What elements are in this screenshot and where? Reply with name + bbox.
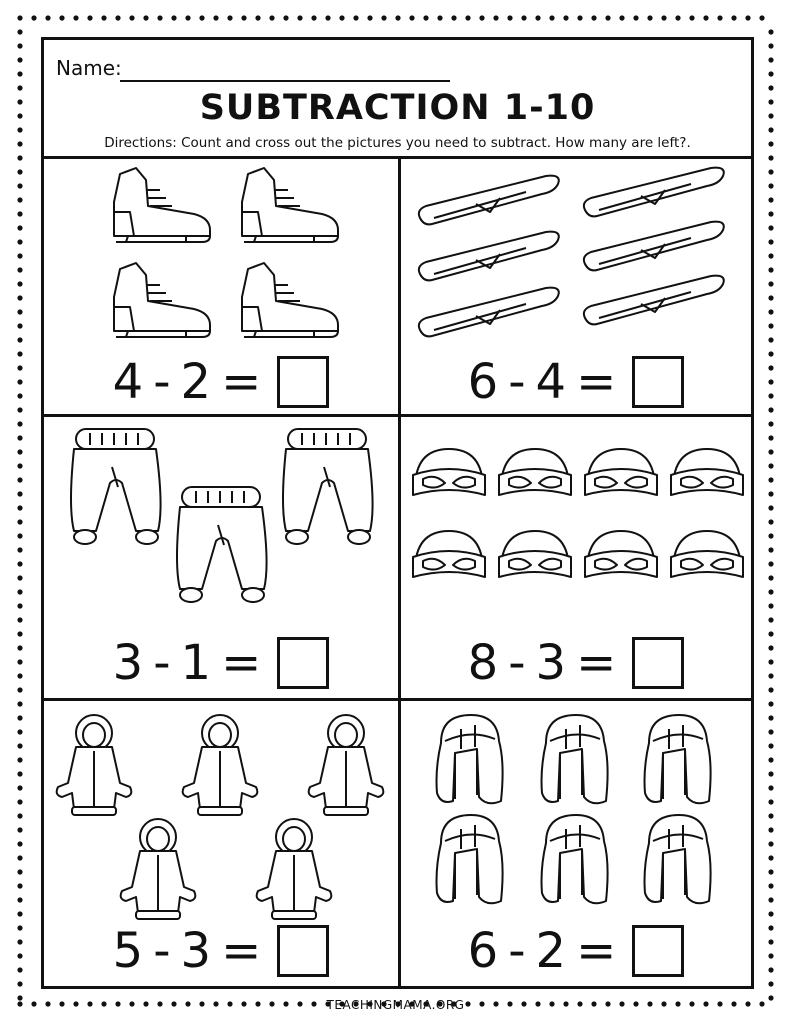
border-dot: [17, 127, 22, 132]
ski-icon: [584, 222, 724, 271]
snow-jacket-icons: [44, 701, 398, 921]
answer-box[interactable]: [277, 925, 329, 977]
border-dot: [17, 547, 22, 552]
equals-sign: =: [221, 354, 262, 410]
border-dot: [768, 225, 773, 230]
minuend: 3: [112, 635, 144, 691]
trapper-hat-icon: [542, 715, 608, 803]
ski-helmet-goggles-icon: [585, 449, 657, 495]
border-dot: [451, 15, 456, 20]
border-dot: [768, 659, 773, 664]
border-dot: [768, 477, 773, 482]
border-dot: [768, 491, 773, 496]
border-dot: [17, 365, 22, 370]
border-dot: [768, 687, 773, 692]
border-dot: [768, 953, 773, 958]
border-dot: [768, 323, 773, 328]
border-dot: [17, 141, 22, 146]
border-dot: [17, 253, 22, 258]
border-dot: [17, 589, 22, 594]
border-dot: [17, 113, 22, 118]
border-dot: [17, 505, 22, 510]
border-dot: [227, 15, 232, 20]
snow-pants-icons: [44, 417, 398, 627]
trapper-hat-icon: [645, 815, 711, 903]
border-dot: [157, 15, 162, 20]
border-dot: [768, 43, 773, 48]
border-dot: [768, 729, 773, 734]
border-dot: [311, 15, 316, 20]
trapper-hat-icon: [437, 815, 503, 903]
equation: [44, 925, 398, 977]
border-dot: [17, 575, 22, 580]
minuend: 8: [467, 635, 499, 691]
equals-sign: =: [221, 923, 262, 979]
border-dot: [768, 127, 773, 132]
border-dot: [591, 15, 596, 20]
border-dot: [535, 15, 540, 20]
border-dot: [283, 15, 288, 20]
border-dot: [17, 169, 22, 174]
subtrahend: 4: [535, 354, 567, 410]
border-dot: [17, 351, 22, 356]
ski-helmet-goggles-icon: [499, 449, 571, 495]
border-dot: [768, 771, 773, 776]
answer-box[interactable]: [632, 637, 684, 689]
border-dot: [768, 155, 773, 160]
equation: [401, 356, 751, 408]
problem-cell: [44, 417, 398, 698]
border-dot: [493, 15, 498, 20]
border-dot: [17, 309, 22, 314]
border-dot: [563, 15, 568, 20]
equation: [44, 637, 398, 689]
border-dot: [768, 393, 773, 398]
snow-jacket-icon: [121, 819, 196, 919]
ski-icon: [419, 232, 559, 281]
border-dot: [577, 15, 582, 20]
border-dot: [768, 939, 773, 944]
border-dot: [17, 239, 22, 244]
border-dot: [768, 253, 773, 258]
border-dot: [768, 379, 773, 384]
border-dot: [647, 15, 652, 20]
border-dot: [768, 827, 773, 832]
border-dot: [115, 15, 120, 20]
ski-helmet-goggles-icons: [401, 417, 751, 627]
border-dot: [768, 855, 773, 860]
ski-icon: [419, 288, 559, 337]
border-dot: [17, 603, 22, 608]
border-dot: [768, 841, 773, 846]
border-dot: [768, 57, 773, 62]
name-label: Name:: [56, 56, 122, 80]
border-dot: [17, 85, 22, 90]
subtrahend: 2: [180, 354, 212, 410]
border-dot: [17, 491, 22, 496]
border-dot: [768, 617, 773, 622]
border-dot: [768, 519, 773, 524]
border-dot: [17, 281, 22, 286]
border-dot: [619, 15, 624, 20]
trapper-hat-icon: [645, 715, 711, 803]
border-dot: [143, 15, 148, 20]
border-dot: [101, 15, 106, 20]
border-dot: [549, 15, 554, 20]
border-dot: [17, 561, 22, 566]
border-dot: [768, 743, 773, 748]
border-dot: [437, 15, 442, 20]
snow-jacket-icon: [183, 715, 258, 815]
border-dot: [17, 519, 22, 524]
border-dot: [768, 239, 773, 244]
border-dot: [17, 659, 22, 664]
border-dot: [17, 225, 22, 230]
border-dot: [768, 911, 773, 916]
border-dot: [395, 15, 400, 20]
answer-box[interactable]: [632, 356, 684, 408]
border-dot: [17, 29, 22, 34]
border-dot: [703, 15, 708, 20]
equals-sign: =: [221, 635, 262, 691]
border-dot: [768, 211, 773, 216]
subtrahend: 3: [535, 635, 567, 691]
answer-box[interactable]: [277, 356, 329, 408]
ski-helmet-goggles-icon: [413, 531, 485, 577]
border-dot: [339, 15, 344, 20]
footer-credit: TEACHINGMAMA.ORG: [326, 998, 465, 1012]
border-dot: [325, 15, 330, 20]
border-dot: [768, 575, 773, 580]
border-dot: [17, 295, 22, 300]
border-dot: [768, 197, 773, 202]
border-dot: [768, 29, 773, 34]
border-dot: [768, 463, 773, 468]
border-dot: [17, 701, 22, 706]
ski-icon: [584, 168, 724, 217]
problem-cell: [44, 156, 398, 414]
border-dot: [768, 701, 773, 706]
ski-icon: [419, 176, 559, 225]
equation: [401, 637, 751, 689]
border-dot: [768, 99, 773, 104]
border-dot: [17, 855, 22, 860]
border-dot: [768, 71, 773, 76]
border-dot: [199, 15, 204, 20]
border-dot: [745, 15, 750, 20]
border-dot: [423, 15, 428, 20]
border-dot: [768, 757, 773, 762]
border-dot: [768, 561, 773, 566]
border-dot: [17, 407, 22, 412]
border-dot: [241, 15, 246, 20]
border-dot: [17, 687, 22, 692]
page-title: SUBTRACTION 1-10: [199, 88, 596, 128]
border-dot: [297, 15, 302, 20]
snow-jacket-icon: [257, 819, 332, 919]
border-dot: [768, 281, 773, 286]
border-dot: [768, 715, 773, 720]
ice-skate-icon: [114, 263, 210, 337]
border-dot: [17, 785, 22, 790]
minus-sign: -: [508, 635, 526, 691]
border-dot: [17, 379, 22, 384]
border-dot: [768, 925, 773, 930]
border-dot: [768, 449, 773, 454]
border-dot: [185, 15, 190, 20]
border-dot: [17, 841, 22, 846]
border-dot: [171, 15, 176, 20]
border-dot: [213, 15, 218, 20]
trapper-hat-icons: [401, 701, 751, 921]
equals-sign: =: [576, 923, 617, 979]
border-dot: [367, 15, 372, 20]
ice-skate-icon: [242, 168, 338, 242]
subtrahend: 2: [535, 923, 567, 979]
border-dot: [17, 673, 22, 678]
directions-text: Directions: Count and cross out the pictures you need to subtract. How many are left?.: [104, 135, 691, 151]
border-dot: [675, 15, 680, 20]
ice-skate-icons: [44, 156, 398, 356]
ski-helmet-goggles-icon: [671, 449, 743, 495]
border-dot: [17, 435, 22, 440]
answer-box[interactable]: [632, 925, 684, 977]
border-dot: [17, 645, 22, 650]
border-dot: [17, 57, 22, 62]
border-dot: [768, 967, 773, 972]
ski-helmet-goggles-icon: [671, 531, 743, 577]
equals-sign: =: [576, 354, 617, 410]
border-dot: [409, 15, 414, 20]
border-dot: [768, 869, 773, 874]
minus-sign: -: [153, 354, 171, 410]
name-field[interactable]: [120, 80, 450, 82]
border-dot: [768, 309, 773, 314]
border-dot: [17, 883, 22, 888]
snow-pants-icon: [283, 429, 373, 544]
ski-icons: [401, 156, 751, 356]
border-dot: [689, 15, 694, 20]
border-dot: [255, 15, 260, 20]
border-dot: [269, 15, 274, 20]
border-dot: [17, 183, 22, 188]
ski-helmet-goggles-icon: [499, 531, 571, 577]
border-dot: [768, 337, 773, 342]
border-dot: [17, 799, 22, 804]
border-dot: [17, 925, 22, 930]
border-dot: [17, 715, 22, 720]
border-dot: [768, 169, 773, 174]
minuend: 6: [467, 354, 499, 410]
border-dot: [17, 967, 22, 972]
border-dot: [59, 15, 64, 20]
equation: [44, 356, 398, 408]
snow-pants-icon: [71, 429, 161, 544]
border-dot: [768, 883, 773, 888]
border-dot: [17, 953, 22, 958]
border-dot: [768, 673, 773, 678]
border-dot: [768, 645, 773, 650]
border-dot: [17, 533, 22, 538]
border-dot: [768, 603, 773, 608]
snow-jacket-icon: [309, 715, 384, 815]
border-dot: [731, 15, 736, 20]
border-dot: [768, 267, 773, 272]
border-dot: [17, 211, 22, 216]
minus-sign: -: [508, 923, 526, 979]
border-dot: [17, 71, 22, 76]
border-dot: [17, 981, 22, 986]
border-dot: [768, 533, 773, 538]
ice-skate-icon: [242, 263, 338, 337]
border-dot: [17, 477, 22, 482]
equals-sign: =: [576, 635, 617, 691]
answer-box[interactable]: [277, 637, 329, 689]
border-dot: [768, 981, 773, 986]
problem-cell: [401, 156, 751, 414]
border-dot: [17, 337, 22, 342]
border-dot: [87, 15, 92, 20]
minus-sign: -: [153, 635, 171, 691]
border-dot: [73, 15, 78, 20]
border-dot: [605, 15, 610, 20]
border-dot: [768, 505, 773, 510]
border-dot: [507, 15, 512, 20]
minus-sign: -: [153, 923, 171, 979]
border-dot: [17, 393, 22, 398]
border-dot: [768, 85, 773, 90]
border-dot: [17, 869, 22, 874]
border-dot: [17, 813, 22, 818]
border-dot: [465, 15, 470, 20]
border-dot: [17, 323, 22, 328]
ski-helmet-goggles-icon: [585, 531, 657, 577]
worksheet: [41, 37, 754, 989]
problem-cell: [401, 417, 751, 698]
border-dot: [768, 407, 773, 412]
border-dot: [17, 99, 22, 104]
problem-cell: [44, 701, 398, 986]
ski-icon: [584, 276, 724, 325]
border-dot: [768, 799, 773, 804]
border-dot: [17, 43, 22, 48]
problem-grid: [44, 156, 751, 986]
trapper-hat-icon: [437, 715, 503, 803]
equation: [401, 925, 751, 977]
border-dot: [45, 15, 50, 20]
border-dot: [759, 15, 764, 20]
subtrahend: 3: [180, 923, 212, 979]
border-dot: [129, 15, 134, 20]
minuend: 4: [112, 354, 144, 410]
trapper-hat-icon: [542, 815, 608, 903]
border-dot: [768, 351, 773, 356]
border-dot: [17, 771, 22, 776]
minuend: 5: [112, 923, 144, 979]
border-dot: [31, 15, 36, 20]
border-dot: [717, 15, 722, 20]
subtrahend: 1: [180, 635, 212, 691]
border-dot: [17, 911, 22, 916]
border-dot: [381, 15, 386, 20]
problem-cell: [401, 701, 751, 986]
border-dot: [353, 15, 358, 20]
border-dot: [17, 267, 22, 272]
ice-skate-icon: [114, 168, 210, 242]
border-dot: [768, 421, 773, 426]
border-dot: [521, 15, 526, 20]
border-dot: [768, 813, 773, 818]
border-dot: [17, 463, 22, 468]
ski-helmet-goggles-icon: [413, 449, 485, 495]
border-dot: [768, 631, 773, 636]
snow-jacket-icon: [57, 715, 132, 815]
worksheet-header: [44, 40, 751, 159]
border-dot: [768, 547, 773, 552]
border-dot: [17, 757, 22, 762]
border-dot: [768, 295, 773, 300]
border-dot: [768, 113, 773, 118]
border-dot: [768, 365, 773, 370]
border-dot: [17, 617, 22, 622]
border-dot: [17, 197, 22, 202]
border-dot: [17, 743, 22, 748]
minus-sign: -: [508, 354, 526, 410]
minuend: 6: [467, 923, 499, 979]
border-dot: [633, 15, 638, 20]
border-dot: [17, 897, 22, 902]
border-dot: [17, 449, 22, 454]
border-dot: [768, 897, 773, 902]
border-dot: [17, 729, 22, 734]
border-dot: [768, 785, 773, 790]
border-dot: [17, 631, 22, 636]
border-dot: [17, 155, 22, 160]
border-dot: [661, 15, 666, 20]
border-dot: [479, 15, 484, 20]
border-dot: [768, 589, 773, 594]
border-dot: [768, 183, 773, 188]
border-dot: [17, 15, 22, 20]
border-dot: [17, 827, 22, 832]
border-dot: [768, 435, 773, 440]
border-dot: [17, 939, 22, 944]
border-dot: [768, 141, 773, 146]
snow-pants-icon: [177, 487, 267, 602]
border-dot: [17, 421, 22, 426]
